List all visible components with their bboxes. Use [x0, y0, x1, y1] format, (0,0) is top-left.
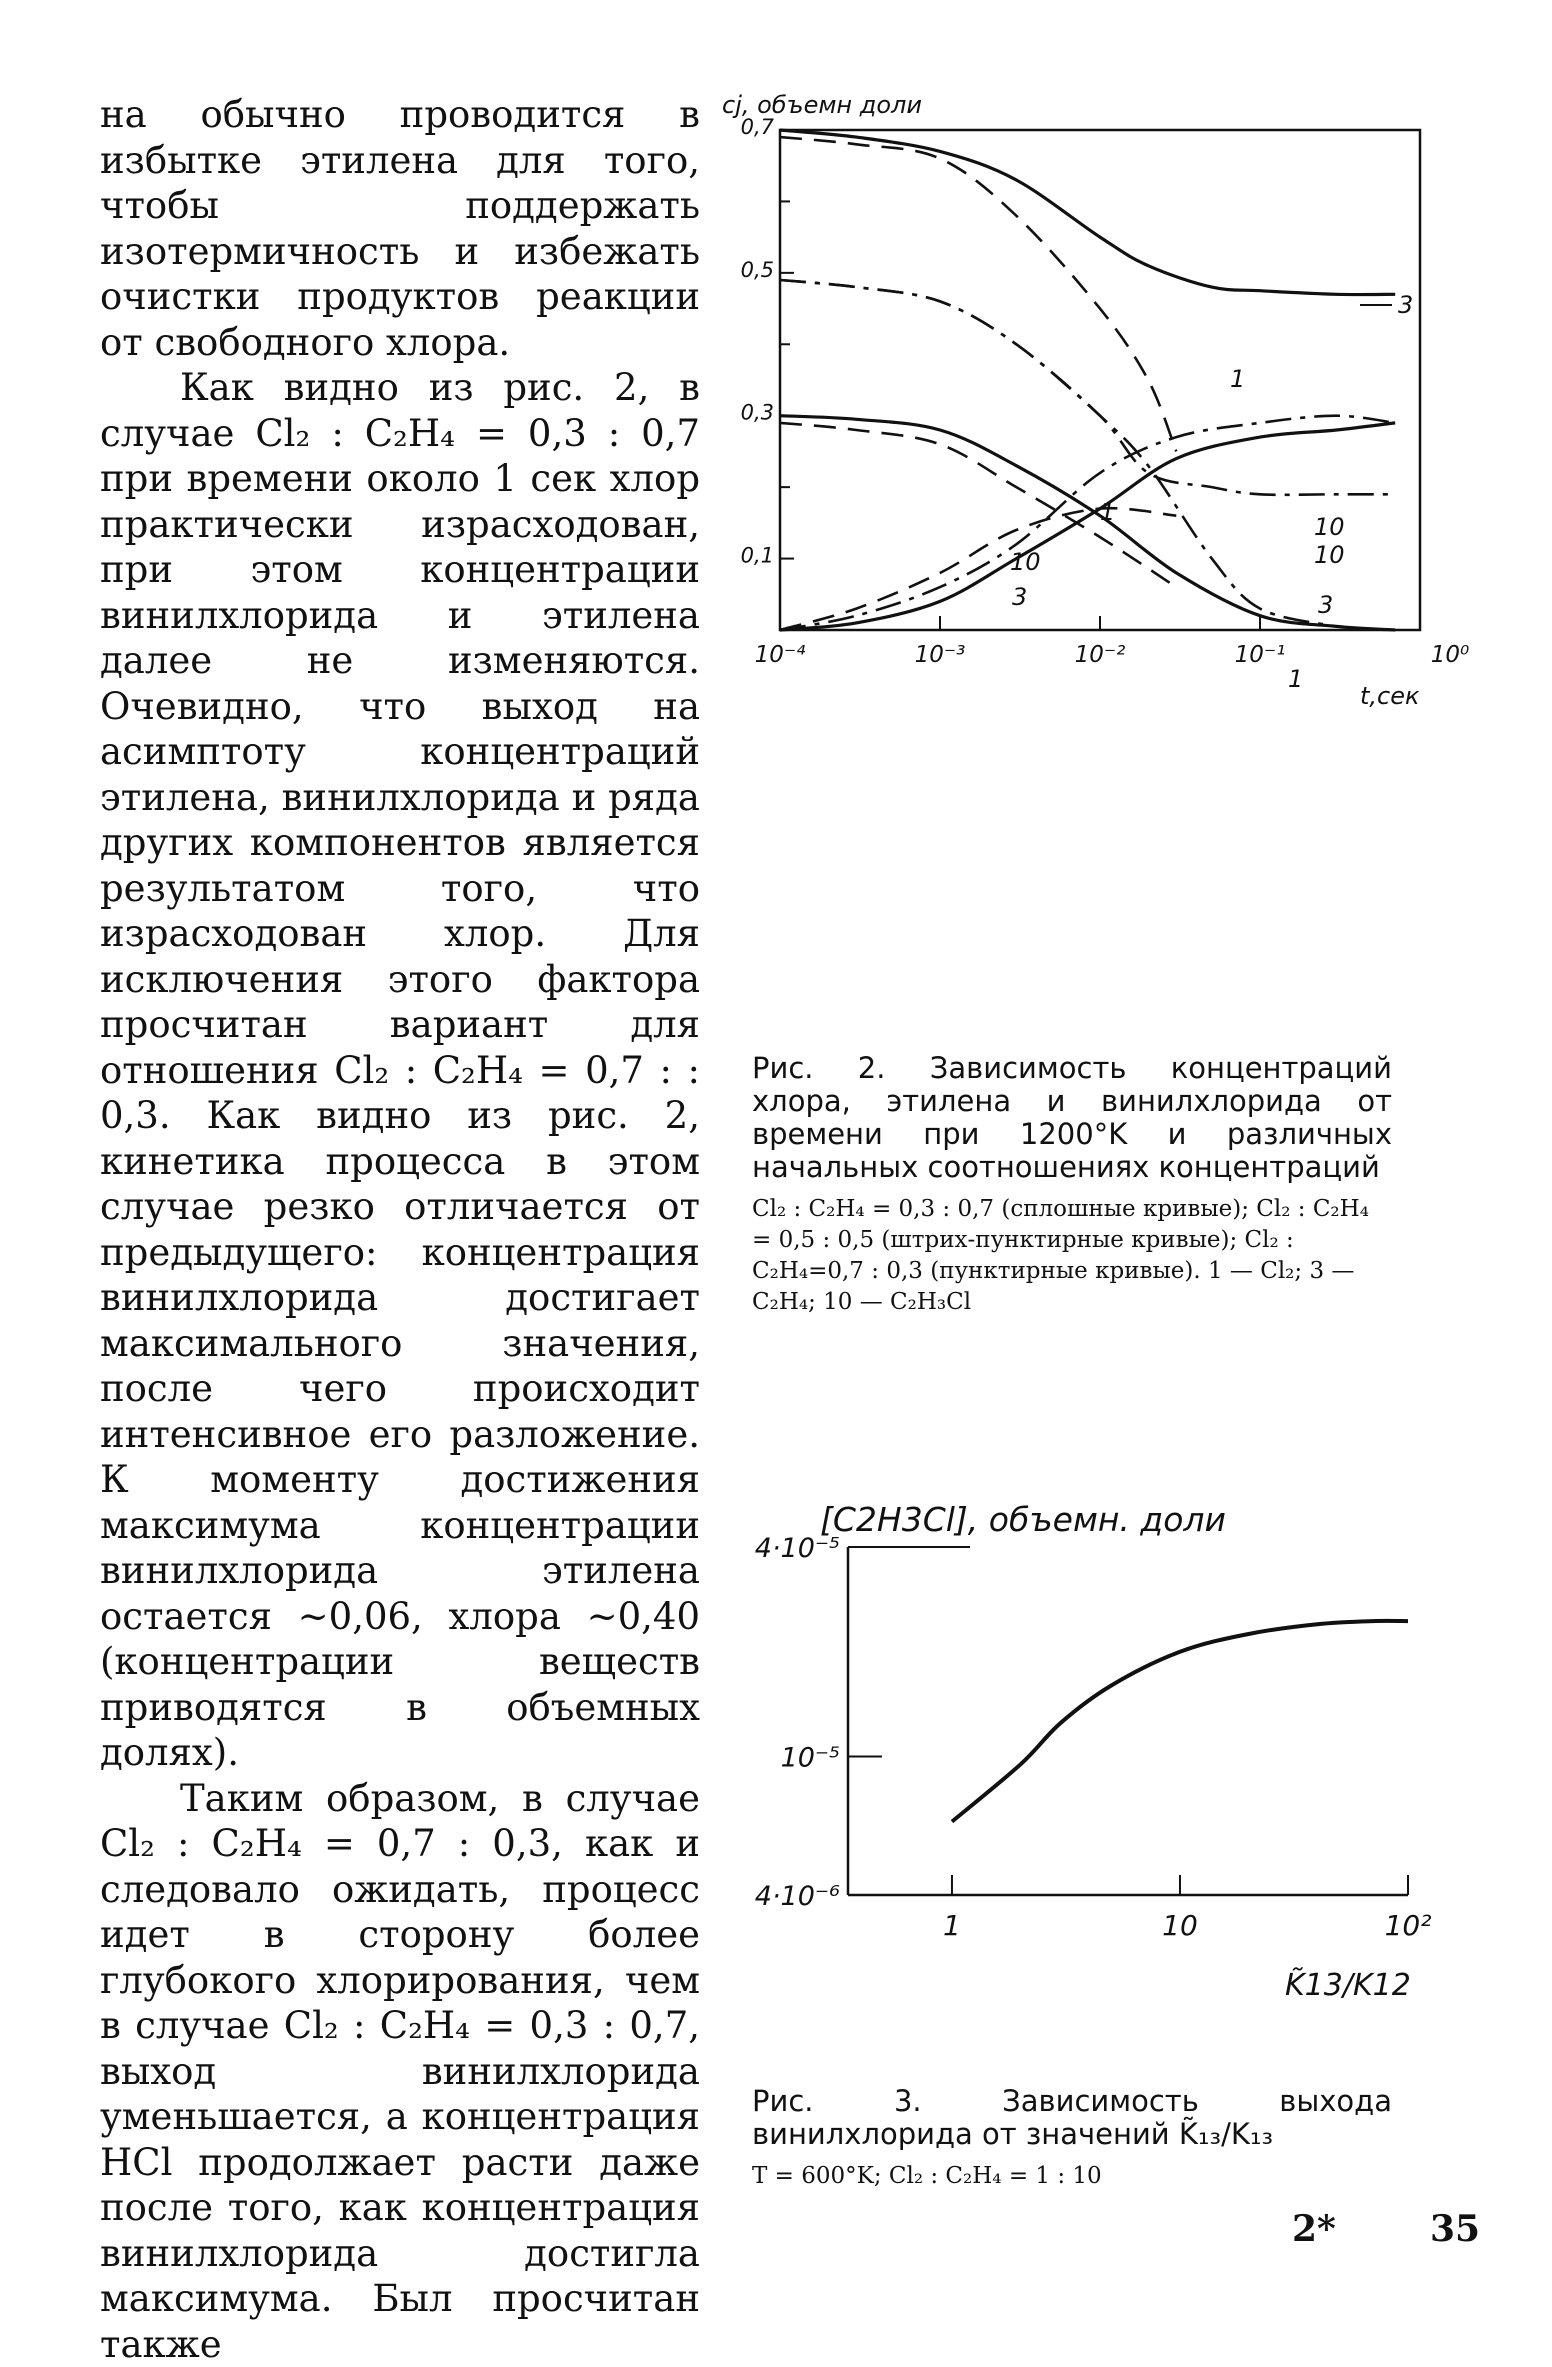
curve-label-2: 1: [1230, 365, 1245, 393]
x-tick-label: 10: [1162, 1909, 1198, 1942]
curve-label-9: 1: [1288, 665, 1303, 693]
x-tick-label: 10⁻¹: [1235, 642, 1286, 668]
x-tick-label: 1: [943, 1909, 961, 1942]
figure-3-caption-note: T = 600°K; Cl₂ : C₂H₄ = 1 : 10: [752, 2161, 1392, 2192]
y-tick-label: 0,5: [741, 258, 774, 282]
x-tick-label: 10²: [1385, 1909, 1432, 1942]
x-tick-label: 10⁻⁴: [755, 642, 806, 668]
body-text-column: [100, 92, 700, 2367]
figure-3-chart: [740, 1495, 1420, 2035]
series-line-6: [780, 416, 1395, 630]
y-tick-label: 0,1: [741, 544, 774, 568]
series-line-5: [780, 280, 1395, 495]
curve-label-4: 3: [1012, 583, 1027, 611]
paragraph-1: на обычно проводится в избытке этилена для того, чтобы поддержать изотермичность и избежать очистки продуктов реакции от свободного хлора.: [100, 92, 700, 365]
y-tick-label: 0,7: [741, 115, 775, 139]
curve-label-3: 1: [1100, 498, 1115, 526]
series-line-4: [780, 280, 1336, 626]
x-tick-label: 10⁰: [1431, 642, 1470, 668]
y-axis-title: [C2H3Cl], объемн. доли: [820, 1500, 1226, 1539]
curve-label-6: 10: [1314, 541, 1345, 569]
paragraph-2: Как видно из рис. 2, в случае Cl₂ : C₂H₄ = 0,3 : 0,7 при времени около 1 сек хлор практически израсходован, при этом концентрации винилхлорида и этилена далее не изменяются. Очевидно, что выход на асимптоту концентраций этилена, винилхлорида и ряда других компонентов является результатом того, что израсходован хлор. Для исключения этого фактора просчитан вариант для отношения Cl₂ : C₂H₄ = 0,7 : : 0,3. Как видно из рис. 2, кинетика процесса в этом случае резко отличается от предыдущего: концентрация винилхлорида достигает максимального значения, после чего происходит интенсивное его разложение. К моменту достижения максимума концентрации винилхлорида этилена остается ~0,06, хлора ~0,40 (концентрации веществ приводятся в объемных долях).: [100, 365, 700, 1776]
x-tick-label: 10⁻²: [1075, 642, 1126, 668]
series-line-7: [780, 423, 1176, 587]
series-line-8: [780, 137, 1176, 451]
y-tick-label: 4·10⁻⁶: [755, 1881, 840, 1912]
curve-label-7: 3: [1318, 591, 1333, 619]
x-axis-title: K̃13/K12: [1285, 1968, 1411, 2003]
figure-2-chart: [720, 95, 1440, 1035]
curve-label-1: 3: [1398, 291, 1413, 319]
curve-label-8: 10: [1010, 548, 1041, 576]
x-axis-title: t,сек: [1360, 682, 1420, 710]
series-line-3: [780, 423, 1395, 630]
page-number: 35: [1430, 2208, 1480, 2250]
y-tick-label: 10⁻⁵: [781, 1743, 840, 1774]
paragraph-3: Таким образом, в случае Cl₂ : C₂H₄ = 0,7 : 0,3, как и следовало ожидать, процесс идет в сторону более глубокого хлорирования, чем в случае Cl₂ : C₂H₄ = 0,3 : 0,7, выход винилхлорида уменьшается, а концентрация HCl продолжает расти даже после того, как концентрация винилхлорида достигла максимума. Был просчитан также: [100, 1776, 700, 2367]
figure-3-caption-title: Рис. 3. Зависимость выхода винилхлорида от значений K̃₁₃/K₁₃: [752, 2085, 1392, 2151]
y-tick-label: 4·10⁻⁵: [755, 1533, 840, 1564]
series-line-c2h3cl: [952, 1621, 1408, 1822]
series-line-1: [780, 130, 1395, 295]
figure-3-caption: [752, 2085, 1392, 2192]
signature-mark: 2*: [1292, 2208, 1336, 2250]
y-tick-label: 0,3: [741, 401, 774, 425]
figure-2-caption: [752, 1052, 1392, 1318]
figure-2-caption-note: Cl₂ : C₂H₄ = 0,3 : 0,7 (сплошные кривые); Cl₂ : C₂H₄ = 0,5 : 0,5 (штрих-пунктирные кривые); Cl₂ : C₂H₄=0,7 : 0,3 (пунктирные кривые). 1 — Cl₂; 3 — C₂H₄; 10 — C₂H₃Cl: [752, 1194, 1392, 1318]
figure-2-caption-title: Рис. 2. Зависимость концентраций хлора, этилена и винилхлорида от времени при 1200°K и различных начальных соотношениях концентраций: [752, 1052, 1392, 1184]
x-tick-label: 10⁻³: [915, 642, 966, 668]
series-line-2: [780, 416, 1395, 630]
y-axis-title: cj, объемн доли: [722, 91, 922, 119]
curve-label-5: 10: [1314, 513, 1345, 541]
